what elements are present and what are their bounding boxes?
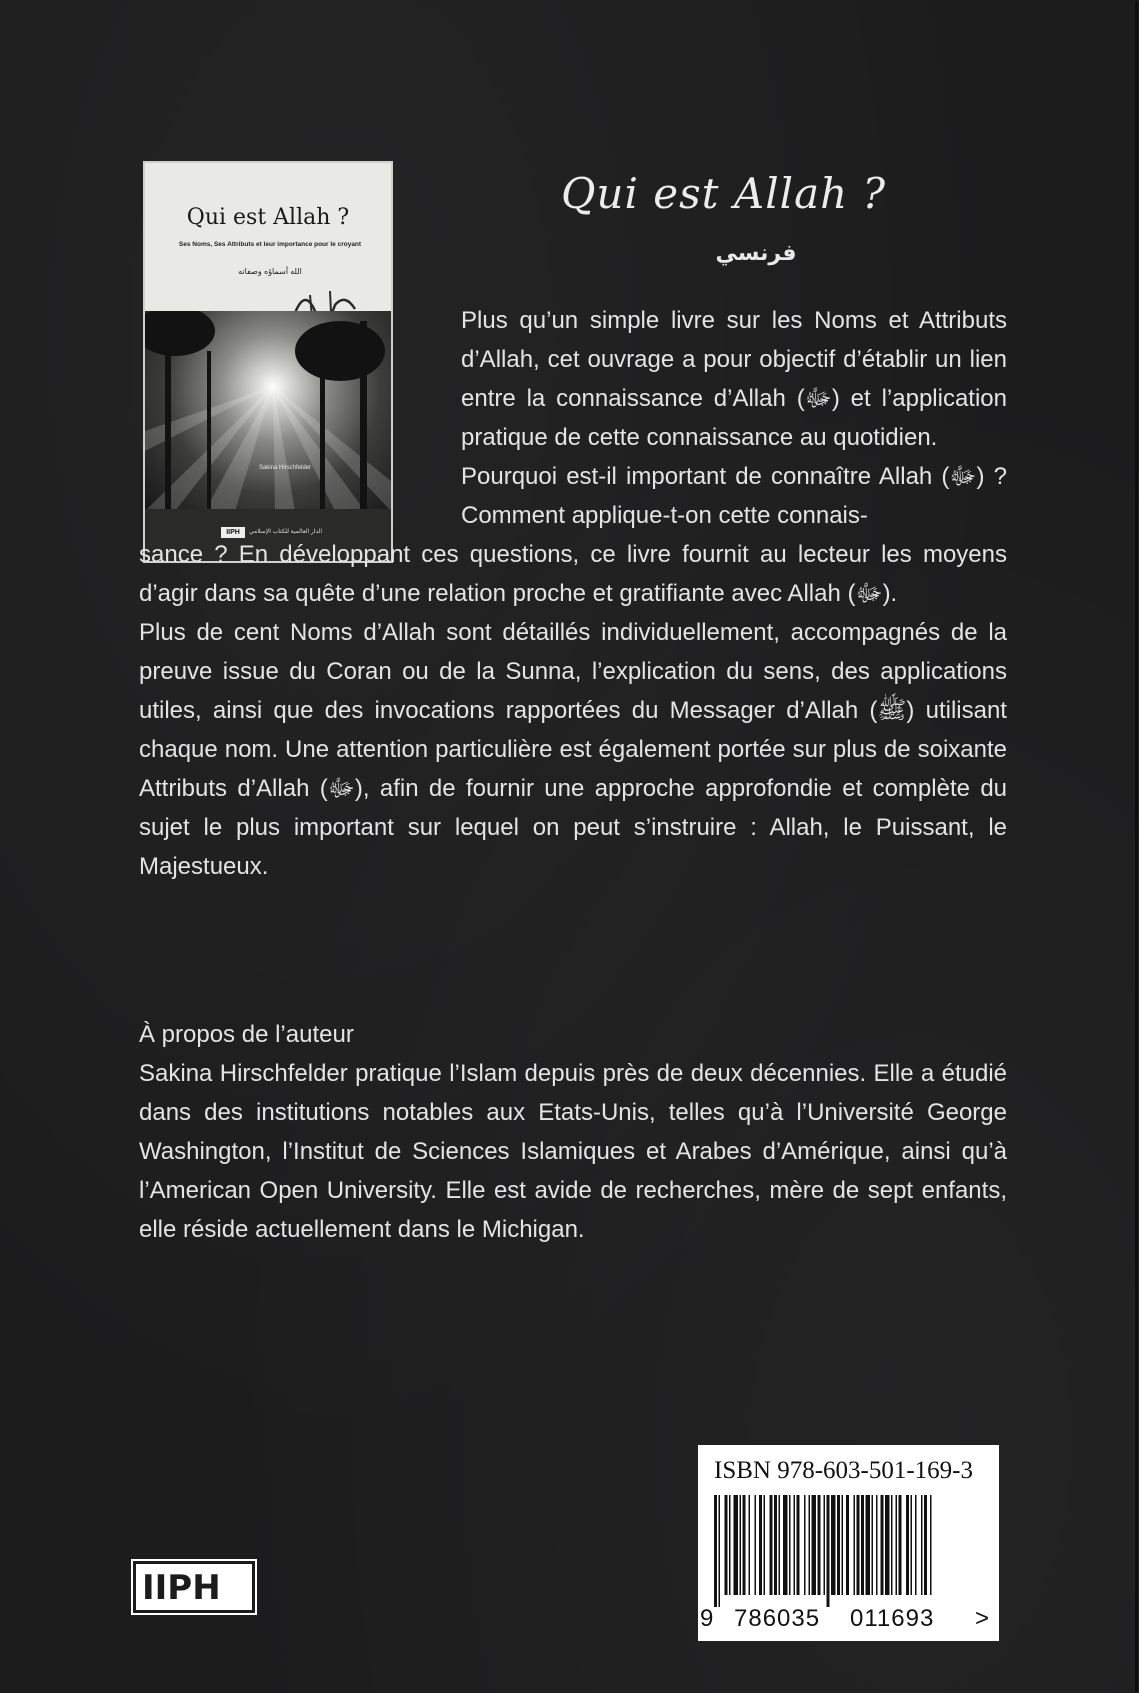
barcode-bar [876, 1495, 878, 1595]
barcode-bar [842, 1495, 844, 1595]
barcode-bar [899, 1495, 902, 1595]
barcode-digit-first: 9 [700, 1605, 714, 1632]
barcode-bar [779, 1495, 781, 1595]
barcode-bar [759, 1495, 762, 1595]
barcode-arrow: > [975, 1605, 990, 1632]
barcode-bar [764, 1495, 766, 1595]
language-label: فرنسي [715, 241, 797, 266]
barcode-icon [710, 1495, 988, 1607]
barcode-bar [714, 1495, 717, 1607]
description-paragraph-1: Plus qu’un simple livre sur les Noms et Attributs d’Allah, cet ouvrage a pour objectif d’établir un lien entre la connaissance d’Allah (ﷻ) et l’application pratique de cette connaissance au quotidien. [461, 307, 1007, 451]
description-paragraph-2-rest: sance ? En développant ces questions, ce livre fournit au lecteur les moyens d’agir dans sa quête d’une relation proche et gratifiante avec Allah (ﷻ). [139, 541, 1007, 607]
barcode-bar [837, 1495, 840, 1595]
thumbnail-logo: IIPH [221, 527, 245, 538]
thumbnail-author: Sakina Hirschfelder [258, 465, 312, 471]
barcode-digits-group-1: 786035 [734, 1605, 821, 1632]
about-author [139, 1015, 1007, 1249]
description [139, 301, 1007, 886]
description-paragraph-2-start: Pourquoi est-il important de connaître Allah (ﷻ) ? Comment applique-t-on cette connais- [461, 463, 1007, 529]
barcode-bar [743, 1495, 746, 1595]
barcode-bar [725, 1495, 728, 1595]
barcode-bar [740, 1495, 742, 1595]
barcode-bar [818, 1495, 821, 1595]
thumbnail-publisher-arabic: الدار العالمية للكتاب الإسلامي [249, 529, 323, 535]
barcode-bar [857, 1495, 860, 1595]
description-paragraph-3: Plus de cent Noms d’Allah sont détaillés individuellement, accompagnés de la preuve issue du Coran ou de la Sunna, l’explication du sens, des applications utiles, ainsi que des invocations rapportées du Messager d’Allah (ﷺ) utilisant chaque nom. Une attention particulière est également portée sur plus de soixante Attributs d’Allah (ﷻ), afin de fournir une approche approfondie et complète du sujet le plus important sur lequel on peut s’instruire : Allah, le Puissant, le Majestueux. [139, 619, 1008, 880]
isbn-number: ISBN 978-603-501-169-3 [714, 1457, 974, 1484]
barcode-bar [827, 1495, 830, 1607]
barcode-bar [831, 1495, 836, 1595]
barcode-bar [794, 1495, 796, 1595]
barcode-bar [924, 1495, 927, 1595]
barcode-bar [774, 1495, 777, 1595]
book-title: Qui est Allah ? [561, 169, 887, 218]
barcode-bar [872, 1495, 874, 1595]
barcode-digits-group-2: 011693 [850, 1605, 935, 1632]
barcode-bar [854, 1495, 856, 1595]
barcode-bar [809, 1495, 811, 1595]
publisher-logo-text: IIPH [142, 1568, 221, 1608]
isbn-barcode [698, 1445, 999, 1641]
barcode-bar [749, 1495, 751, 1595]
thumbnail-arabic-line: الله أسماؤه وصفاته [238, 267, 302, 276]
barcode-bar [755, 1495, 757, 1595]
barcode-bar [797, 1495, 800, 1595]
barcode-bar [930, 1495, 932, 1595]
barcode-bar [911, 1495, 913, 1595]
barcode-bar [861, 1495, 864, 1595]
barcode-bar [783, 1495, 788, 1595]
thumbnail-subtitle: Ses Noms, Ses Attributs et leur importance pour le croyant [178, 241, 362, 248]
barcode-bar [896, 1495, 898, 1595]
publisher-logo [133, 1561, 255, 1613]
back-cover [1, 1, 1138, 1692]
barcode-bar [812, 1495, 817, 1595]
barcode-bar [729, 1495, 731, 1595]
barcode-bar [719, 1495, 721, 1607]
thumbnail-title: Qui est Allah ? [186, 205, 350, 230]
barcode-bar [915, 1495, 917, 1595]
barcode-bar [885, 1495, 890, 1595]
barcode-bar [921, 1495, 923, 1595]
barcode-bar [734, 1495, 739, 1595]
barcode-bar [770, 1495, 773, 1595]
barcode-bar [804, 1495, 806, 1595]
about-author-heading: À propos de l’auteur [139, 1021, 354, 1048]
barcode-bar [891, 1495, 893, 1595]
barcode-bar [846, 1495, 849, 1595]
barcode-bar [866, 1495, 871, 1595]
about-author-text: Sakina Hirschfelder pratique l’Islam depuis près de deux décennies. Elle a étudié dans des institutions notables aux Etats-Unis, telles qu’à l’Université George Washington, l’Institut de Sciences Islamiques et Arabes d’Amérique, ainsi qu’à l’American Open University. Elle est avide de recherches, mère de sept enfants, elle réside actuellement dans le Michigan. [139, 1060, 1007, 1243]
barcode-bar [789, 1495, 791, 1595]
barcode-bar [824, 1495, 826, 1595]
barcode-bar [881, 1495, 884, 1595]
barcode-bar [906, 1495, 909, 1595]
